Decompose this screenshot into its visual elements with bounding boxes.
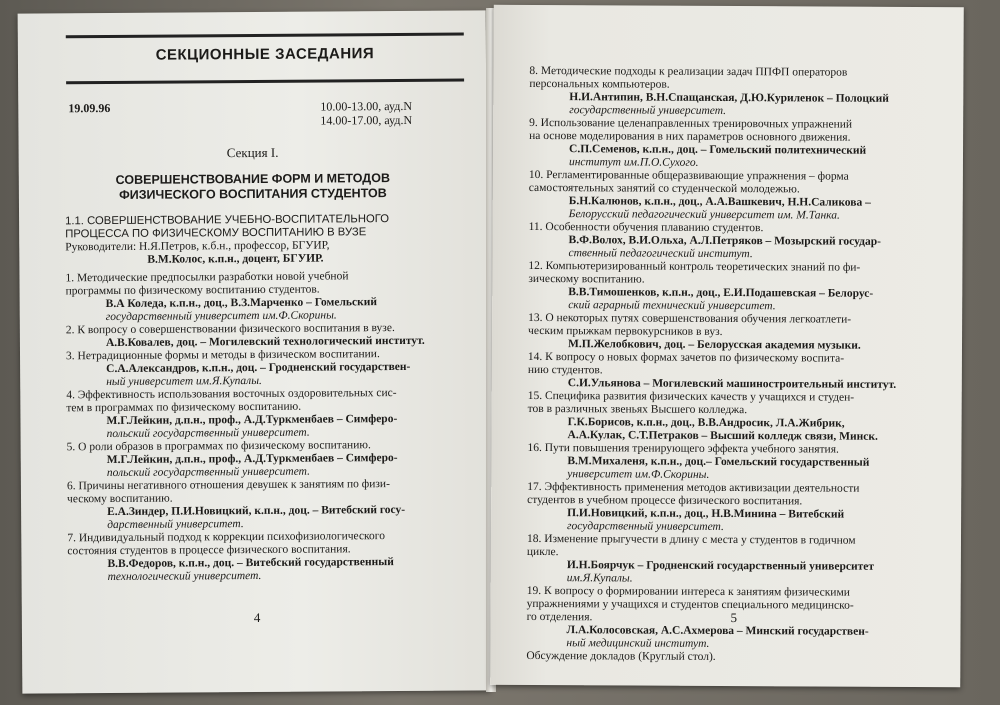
left-page-body: [65, 213, 468, 585]
left-text-line: дарственный университет.: [107, 518, 244, 532]
header-rule-top: [66, 33, 464, 39]
section-title-line-1: СОВЕРШЕНСТВОВАНИЕ ФОРМ И МЕТОДОВ: [115, 171, 390, 187]
left-text-line: М.Г.Лейкин, д.п.н., проф., А.Д.Туркменбаев – Симферо-: [106, 413, 398, 428]
right-text-line: С.И.Ульянова – Могилевский машиностроительный институт.: [567, 377, 897, 391]
right-text-line: государственный университет.: [569, 104, 727, 117]
session-time-2: 14.00-17.00, ауд.N: [320, 112, 413, 128]
right-text-line: го отделения.: [526, 610, 593, 624]
right-text-line: упражнениями у учащихся и студентов специального медицинско-: [526, 597, 854, 612]
left-text-line: Руководители: Н.Я.Петров, к.б.н., профессор, БГУИР,: [65, 239, 330, 254]
section-label: Секция I.: [226, 144, 279, 161]
right-text-line: на основе моделирования в них параметров основного движения.: [529, 129, 851, 144]
right-text-line: студентов в учебном процессе физического воспитания.: [527, 493, 803, 508]
right-text-line: В.Ф.Волох, В.И.Ольха, А.Л.Петряков – Мозырский государ-: [568, 234, 882, 248]
right-text-line: 11. Особенности обучения плаванию студентов.: [528, 220, 764, 235]
right-text-line: А.А.Кулак, С.Т.Петраков – Высший колледж связи, Минск.: [567, 429, 878, 443]
right-text-line: институт им.П.О.Сухого.: [568, 156, 699, 169]
left-page: [18, 10, 491, 693]
right-text-line: 12. Компьютеризированный контроль теоретических знаний по фи-: [528, 259, 861, 274]
right-text-line: 14. К вопросу о новых формах зачетов по физическому воспита-: [527, 350, 845, 365]
left-text-line: 2. К вопросу о совершенствовании физического воспитания в вузе.: [65, 322, 395, 337]
right-text-line: 16. Пути повышения тренирующего эффекта учебного занятия.: [527, 441, 839, 456]
right-text-line: Г.К.Борисов, к.п.н., доц., В.В.Андросик, Л.А.Жибрик,: [567, 416, 845, 430]
right-text-line: 17. Эффективность применения методов активизации деятельности: [527, 480, 860, 495]
right-text-line: зическому воспитанию.: [528, 272, 645, 286]
right-text-line: нию студентов.: [527, 363, 603, 377]
left-text-line: ный университет им.Я.Купалы.: [106, 374, 262, 389]
left-text-line: А.В.Ковалев, доц. – Могилевский технологический институт.: [105, 334, 425, 350]
left-text-line: 7. Индивидуальный подход к коррекции психофизиологического: [67, 530, 386, 545]
left-text-line: технологический университет.: [107, 569, 262, 584]
session-date: 19.09.96: [68, 100, 111, 116]
left-text-line: 5. О роли образов в программах по физическому воспитанию.: [66, 439, 371, 454]
left-text-line: С.А.Александров, к.п.н., доц. – Гродненский государствен-: [106, 360, 411, 376]
right-text-line: Обсуждение докладов (Круглый стол).: [526, 649, 716, 663]
left-text-line: тем в программах по физическому воспитанию.: [66, 400, 302, 415]
left-text-line: польский государственный университет.: [106, 465, 311, 480]
right-text-line: П.И.Новицкий, к.п.н., доц., Н.В.Минина – Витебский: [567, 507, 845, 521]
left-text-line: ческому воспитанию.: [66, 492, 173, 506]
left-text-line: М.Г.Лейкин, д.п.н., проф., А.Д.Туркменбаев – Симферо-: [106, 452, 398, 467]
right-text-line: Н.И.Антипин, В.Н.Спащанская, Д.Ю.Куриленок – Полоцкий: [569, 91, 889, 105]
right-text-line: С.П.Семенов, к.п.н., доц. – Гомельский политехнический: [568, 143, 867, 157]
right-text-line: И.Н.Боярчук – Гродненский государственный университет: [566, 559, 875, 573]
right-text-line: Белорусский педагогический университет им. М.Танка.: [568, 208, 840, 222]
right-text-line: 18. Изменение прыгучести в длину с места у студентов в годичном: [526, 532, 856, 547]
right-text-line: ственный педагогический институт.: [568, 247, 753, 261]
left-text-line: программы по физическому воспитанию студентов.: [65, 283, 320, 298]
right-text-line: М.П.Желобкович, доц. – Белорусская академия музыки.: [567, 338, 861, 352]
left-text-line: 3. Нетрадиционные формы и методы в физическом воспитании.: [65, 348, 380, 363]
right-text-line: 10. Регламентированные общеразвивающие упражнения – форма: [528, 168, 849, 183]
right-text-line: Б.Н.Калюнов, к.п.н., доц., А.А.Вашкевич, Н.Н.Саликова –: [568, 195, 871, 209]
right-text-line: 8. Методические подходы к реализации задач ППФП операторов: [529, 64, 848, 79]
right-page-body: [526, 65, 949, 665]
right-text-line: 13. О некоторых путях совершенствования обучения легкоатлети-: [528, 311, 852, 326]
right-text-line: В.В.Тимошенков, к.п.н., доц., Е.И.Подашевская – Белорус-: [568, 286, 874, 300]
header-rule-bottom: [66, 79, 464, 85]
right-text-line: 9. Использование целенаправленных тренировочных упражнений: [529, 116, 853, 131]
left-text-line: состояния студентов в процессе физического воспитания.: [67, 543, 351, 558]
section-title-line-2: ФИЗИЧЕСКОГО ВОСПИТАНИЯ СТУДЕНТОВ: [118, 186, 387, 202]
left-text-line: ПРОЦЕССА ПО ФИЗИЧЕСКОМУ ВОСПИТАНИЮ В ВУЗЕ: [65, 226, 367, 241]
right-text-line: 15. Специфика развития физических качеств у учащихся и студен-: [527, 389, 855, 404]
left-text-line: Е.А.Зиндер, П.И.Новицкий, к.п.н., доц. – Витебский госу-: [107, 503, 406, 519]
left-text-line: польский государственный университет.: [106, 426, 310, 441]
right-text-line: Л.А.Колосовская, А.С.Ахмерова – Минский государствен-: [566, 624, 869, 638]
left-text-line: 4. Эффективность использования восточных оздоровительных сис-: [66, 387, 397, 402]
right-text-line: университет им.Ф.Скорины.: [567, 468, 710, 481]
page-number-left: 4: [253, 609, 261, 626]
right-text-line: цикле.: [526, 545, 559, 559]
left-text-line: В.В.Федоров, к.п.н., доц. – Витебский государственный: [107, 556, 394, 571]
right-text-line: В.М.Михаленя, к.п.н., доц.– Гомельский государственный: [567, 455, 870, 469]
page-number-right: 5: [730, 610, 738, 626]
right-text-line: ческим прыжкам первокурсников в вуз.: [528, 324, 723, 338]
session-time-1: 10.00-13.00, ауд.N: [320, 98, 413, 114]
right-text-line: персональных компьютеров.: [529, 77, 670, 91]
header-title: СЕКЦИОННЫЕ ЗАСЕДАНИЯ: [155, 45, 375, 64]
right-page: [490, 5, 964, 687]
left-text-line: 1. Методические предпосылки разработки новой учебной: [65, 270, 349, 285]
left-text-line: В.М.Колос, к.п.н., доцент, БГУИР.: [147, 252, 324, 266]
right-text-line: государственный университет.: [567, 520, 724, 533]
right-text-line: 19. К вопросу о формировании интереса к занятиям физическими: [526, 584, 850, 599]
left-text-line: 1.1. СОВЕРШЕНСТВОВАНИЕ УЧЕБНО-ВОСПИТАТЕЛЬНОГО: [65, 213, 390, 228]
left-text-line: государственный университет им.Ф.Скорины.: [105, 309, 337, 324]
right-text-line: тов в различных звеньях Высшего колледжа.: [527, 402, 748, 417]
right-text-line: им.Я.Купалы.: [566, 572, 633, 585]
right-text-line: ный медицинский институт.: [566, 637, 710, 650]
right-text-line: самостоятельных занятий со студенческой молодежью.: [528, 181, 800, 196]
right-text-line: ский аграрный технический университет.: [568, 299, 776, 313]
left-text-line: 6. Причины негативного отношения девушек к занятиям по физи-: [66, 478, 390, 493]
left-text-line: В.А Коледа, к.п.н., доц., В.З.Марченко – Гомельский: [105, 296, 378, 311]
